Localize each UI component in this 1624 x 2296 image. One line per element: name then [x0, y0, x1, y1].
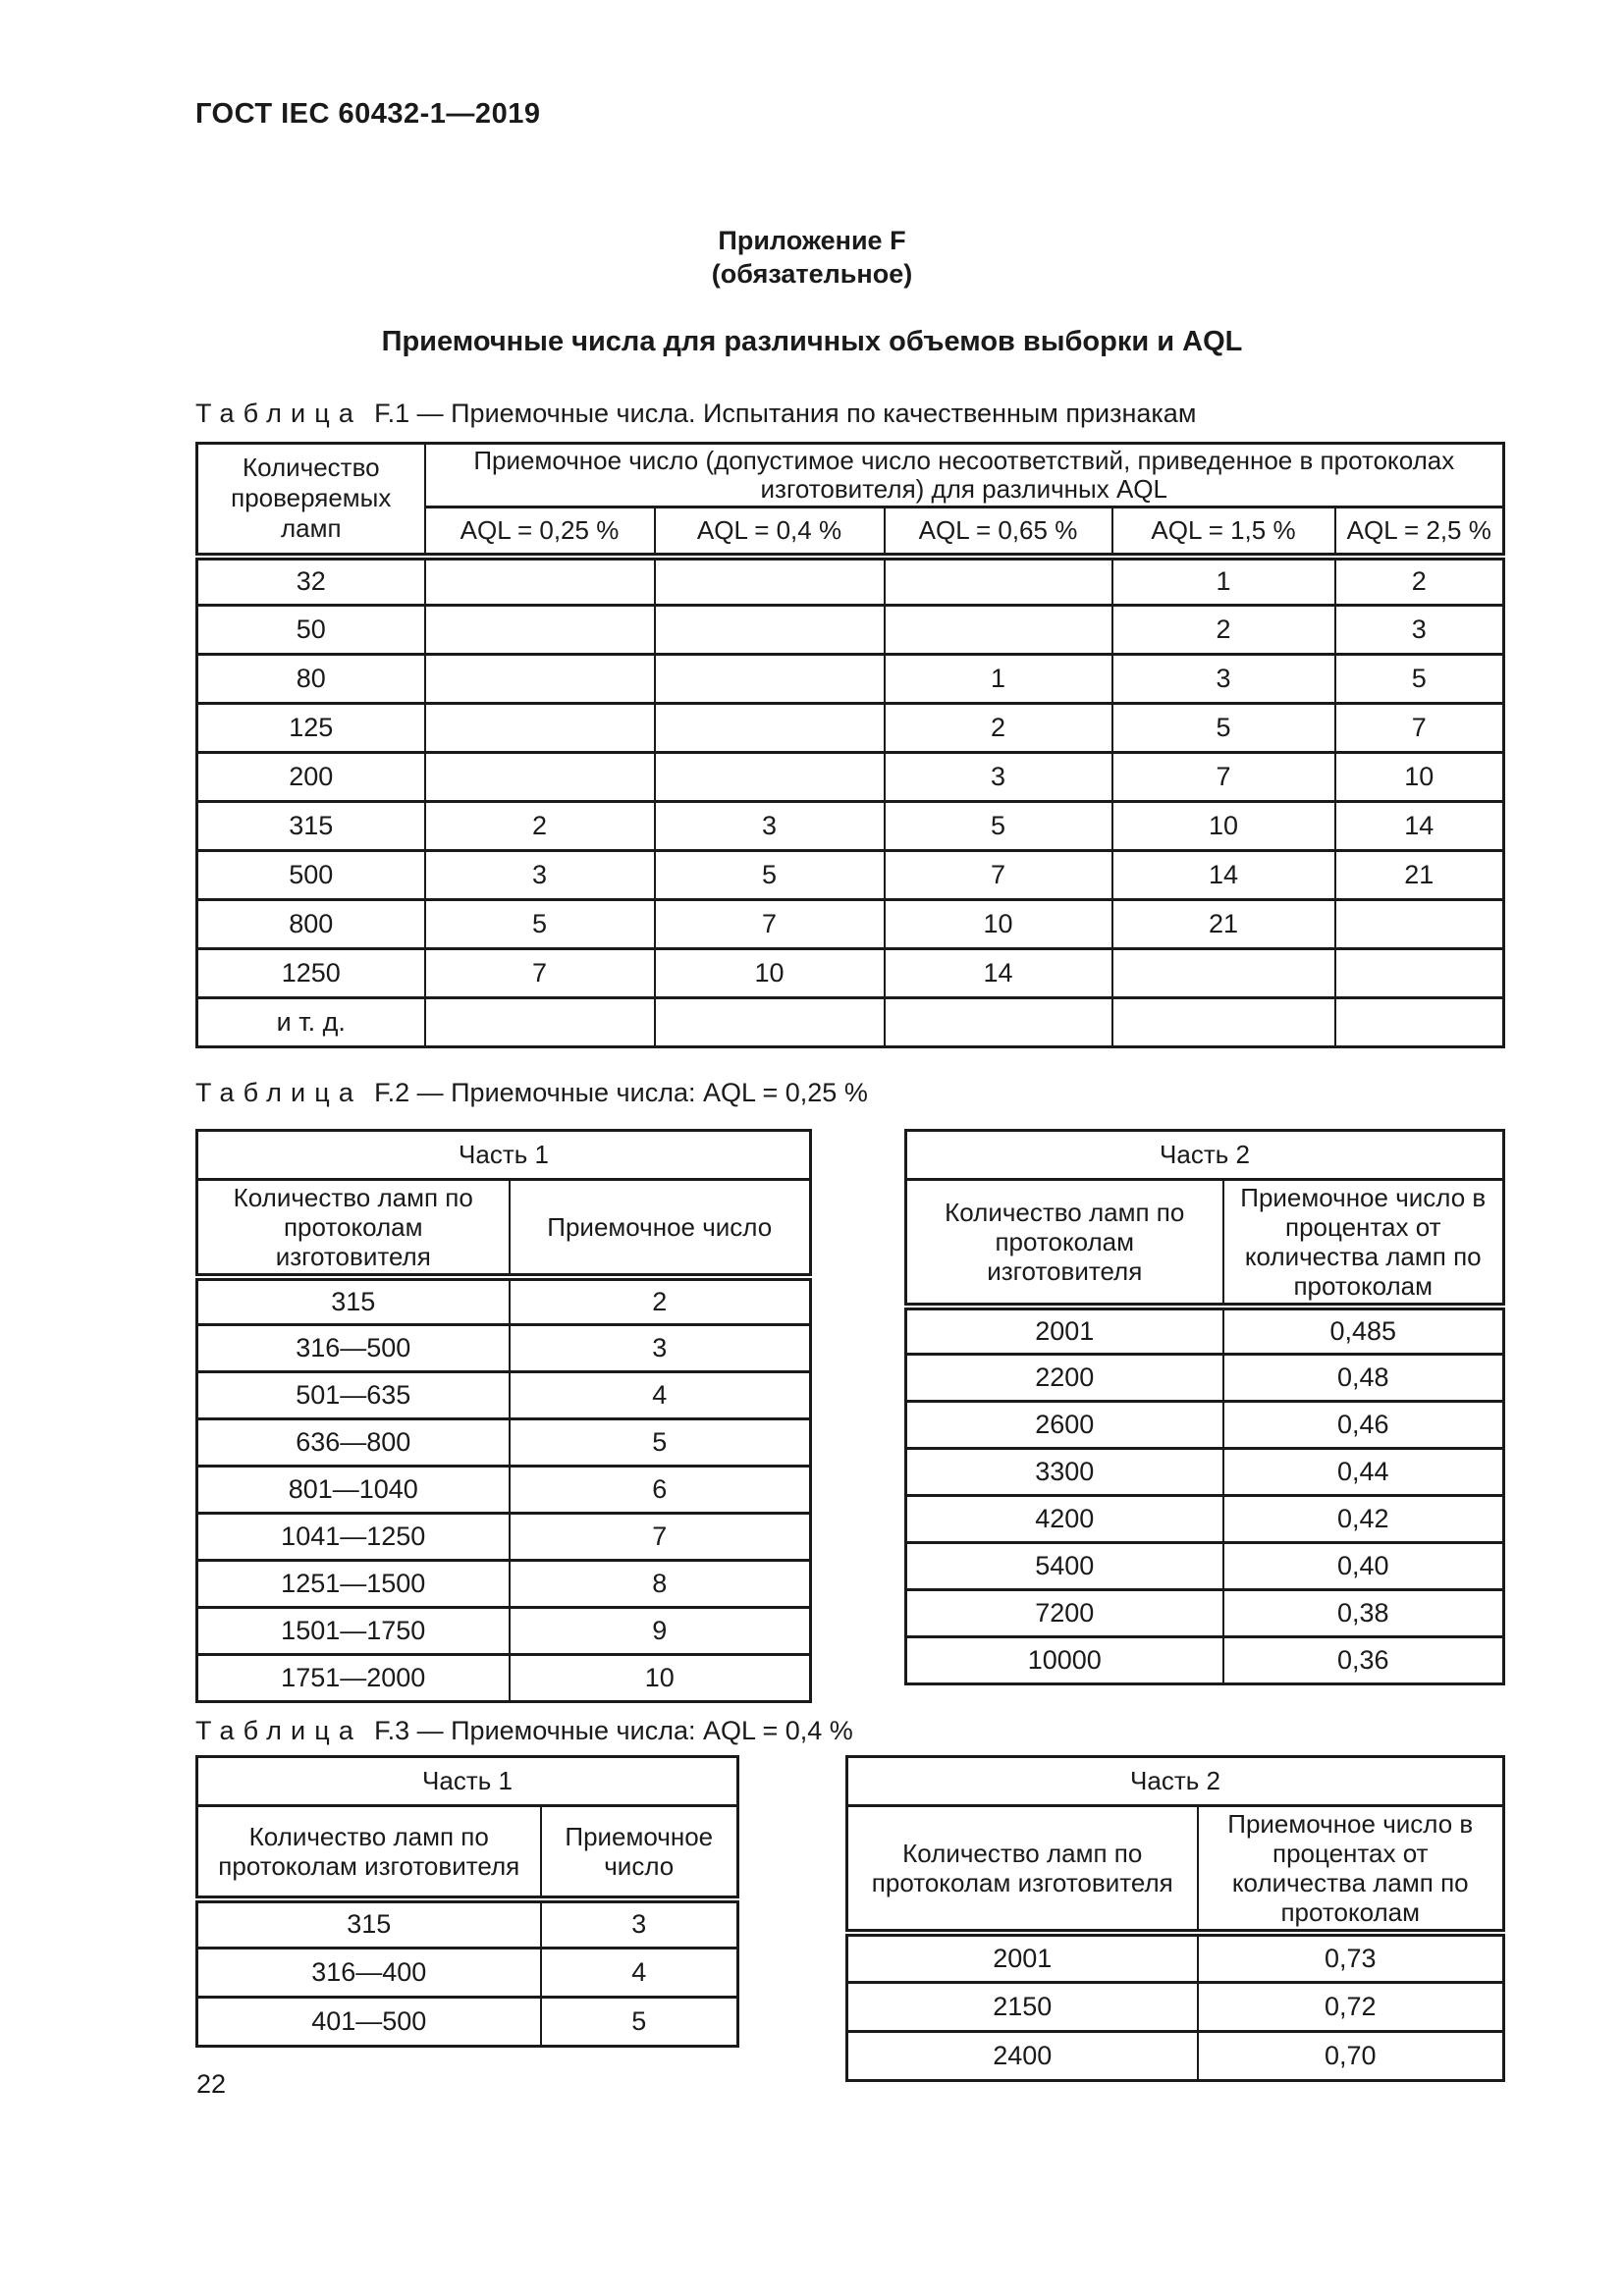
table-cell: 3 — [1112, 655, 1335, 704]
column-header-lamp-quantity: Количество ламп по протоколам изготовителя — [197, 1180, 510, 1278]
table-cell — [1335, 900, 1504, 949]
table-cell: 80 — [197, 655, 425, 704]
table-cell — [425, 557, 655, 606]
table-cell — [1112, 998, 1335, 1047]
table-cell: 2150 — [847, 1982, 1198, 2031]
table-cell: 2001 — [906, 1307, 1223, 1354]
column-header-row — [906, 1180, 1504, 1308]
table-cell: 0,46 — [1223, 1401, 1504, 1448]
table-row — [906, 1354, 1504, 1401]
table-cell: 7 — [885, 851, 1112, 900]
table-cell — [655, 606, 885, 655]
table-cell: 0,42 — [1223, 1495, 1504, 1542]
column-header-acceptance-percent: Приемочное число в процентах от количества ламп по протоколам — [1223, 1180, 1504, 1308]
table-cell: 0,70 — [1198, 2031, 1504, 2080]
table-row — [197, 704, 1504, 753]
table-cell: 8 — [510, 1560, 811, 1607]
column-header-row — [197, 1180, 811, 1278]
table-cell: 10 — [510, 1654, 811, 1701]
table-cell: 9 — [510, 1607, 811, 1654]
table-row — [847, 1982, 1504, 2031]
table-cell: 7 — [1112, 753, 1335, 802]
table-cell: 3 — [510, 1324, 811, 1371]
table-cell: 316—400 — [197, 1949, 541, 1998]
table-cell: 2 — [1112, 606, 1335, 655]
table-cell: 2 — [885, 704, 1112, 753]
table-cell: 0,40 — [1223, 1542, 1504, 1589]
table-cell — [1335, 949, 1504, 998]
table-cell: 5 — [541, 1998, 738, 2047]
column-header-acceptance-number: Приемочное число — [510, 1180, 811, 1278]
table-cell: 3 — [885, 753, 1112, 802]
table-cell: 801—1040 — [197, 1466, 510, 1513]
table-row — [906, 1448, 1504, 1495]
table-row — [197, 1607, 811, 1654]
table-cell: 10 — [1112, 802, 1335, 851]
table-row — [906, 1307, 1504, 1354]
table-cell: 5 — [425, 900, 655, 949]
table-row — [197, 655, 1504, 704]
part-title: Часть 1 — [197, 1131, 811, 1180]
part-title-row — [906, 1131, 1504, 1180]
table-row — [197, 1324, 811, 1371]
table-f3-caption — [195, 1716, 853, 1746]
table-cell: 3 — [425, 851, 655, 900]
table-cell: 3 — [655, 802, 885, 851]
table-cell: 7200 — [906, 1589, 1223, 1636]
table-cell: 0,44 — [1223, 1448, 1504, 1495]
table-f1-caption — [195, 399, 1196, 429]
part-title: Часть 2 — [906, 1131, 1504, 1180]
table-cell: 10000 — [906, 1636, 1223, 1683]
table-cell: 10 — [655, 949, 885, 998]
table-cell: 5 — [1112, 704, 1335, 753]
part-title-row — [197, 1131, 811, 1180]
column-header-lamp-quantity: Количество ламп по протоколам изготовителя — [847, 1806, 1198, 1934]
table-cell: 1751—2000 — [197, 1654, 510, 1701]
table-cell: 0,36 — [1223, 1636, 1504, 1683]
table-f1 — [195, 442, 1505, 1048]
table-row — [197, 1418, 811, 1466]
column-header-lamp-quantity: Количество ламп по протоколам изготовителя — [906, 1180, 1223, 1308]
table-cell — [425, 606, 655, 655]
table-cell: 500 — [197, 851, 425, 900]
caption-word: Таблица — [195, 399, 363, 428]
table-cell: 3 — [541, 1899, 738, 1949]
table-row — [906, 1542, 1504, 1589]
table-cell: 4200 — [906, 1495, 1223, 1542]
column-header-aql-25: AQL = 2,5 % — [1335, 507, 1504, 557]
table-cell: 2200 — [906, 1354, 1223, 1401]
table-cell — [655, 655, 885, 704]
table-cell: 7 — [655, 900, 885, 949]
table-cell — [655, 753, 885, 802]
page-title: Приемочные числа для различных объемов выборки и AQL — [381, 326, 1243, 357]
table-cell — [1335, 998, 1504, 1047]
table-cell: 21 — [1335, 851, 1504, 900]
table-cell — [1112, 949, 1335, 998]
table-f3-part2 — [845, 1755, 1505, 2082]
table-cell: 50 — [197, 606, 425, 655]
table-cell: 3300 — [906, 1448, 1223, 1495]
table-cell — [425, 753, 655, 802]
table-row — [197, 900, 1504, 949]
caption-text: F.2 — Приемочные числа: AQL = 0,25 % — [374, 1078, 868, 1107]
column-header-lamp-quantity: Количество проверяемых ламп — [197, 444, 425, 557]
table-row — [197, 1513, 811, 1560]
table-cell: 14 — [1335, 802, 1504, 851]
table-f2-caption — [195, 1078, 868, 1108]
table-row — [906, 1589, 1504, 1636]
table-cell — [425, 655, 655, 704]
table-row — [197, 1899, 738, 1949]
table-cell: 2600 — [906, 1401, 1223, 1448]
table-cell: 315 — [197, 1899, 541, 1949]
caption-word: Таблица — [195, 1078, 363, 1107]
table-cell: 315 — [197, 1277, 510, 1324]
table-cell: 14 — [1112, 851, 1335, 900]
table-cell: 1041—1250 — [197, 1513, 510, 1560]
column-header-aql-025: AQL = 0,25 % — [425, 507, 655, 557]
table-cell: и т. д. — [197, 998, 425, 1047]
table-cell: 4 — [510, 1371, 811, 1418]
column-group-header: Приемочное число (допустимое число несоответствий, приведенное в протоколах изготовителя) для различных AQL — [425, 444, 1504, 507]
table-cell: 10 — [1335, 753, 1504, 802]
table-row — [197, 1949, 738, 1998]
table-row — [906, 1401, 1504, 1448]
table-cell — [885, 557, 1112, 606]
table-cell: 21 — [1112, 900, 1335, 949]
table-cell: 501—635 — [197, 1371, 510, 1418]
table-cell: 0,72 — [1198, 1982, 1504, 2031]
table-cell: 0,73 — [1198, 1933, 1504, 1982]
column-header-acceptance-number: Приемочное число — [541, 1806, 738, 1899]
table-cell: 2400 — [847, 2031, 1198, 2080]
table-f1-header-row-1 — [197, 444, 1504, 507]
table-cell: 800 — [197, 900, 425, 949]
part-title-row — [197, 1757, 738, 1806]
table-cell — [425, 704, 655, 753]
table-row — [197, 1560, 811, 1607]
document-code: ГОСТ IEC 60432-1—2019 — [195, 98, 541, 130]
table-cell: 3 — [1335, 606, 1504, 655]
table-cell: 7 — [510, 1513, 811, 1560]
table-f3-part1 — [195, 1755, 739, 2048]
table-cell: 401—500 — [197, 1998, 541, 2047]
caption-text: F.1 — Приемочные числа. Испытания по качественным признакам — [374, 399, 1197, 428]
table-row — [197, 998, 1504, 1047]
table-cell: 32 — [197, 557, 425, 606]
table-row — [197, 1466, 811, 1513]
part-title-row — [847, 1757, 1504, 1806]
table-cell: 2001 — [847, 1933, 1198, 1982]
table-row — [197, 851, 1504, 900]
table-cell: 5 — [885, 802, 1112, 851]
table-cell: 0,38 — [1223, 1589, 1504, 1636]
column-header-aql-15: AQL = 1,5 % — [1112, 507, 1335, 557]
table-cell — [655, 998, 885, 1047]
annex-subtitle: (обязательное) — [711, 259, 913, 289]
table-row — [197, 753, 1504, 802]
table-cell: 10 — [885, 900, 1112, 949]
table-row — [906, 1495, 1504, 1542]
caption-word: Таблица — [195, 1716, 363, 1745]
table-cell: 316—500 — [197, 1324, 510, 1371]
column-header-aql-04: AQL = 0,4 % — [655, 507, 885, 557]
table-cell: 5400 — [906, 1542, 1223, 1589]
table-cell: 0,48 — [1223, 1354, 1504, 1401]
table-row — [847, 2031, 1504, 2080]
table-cell: 7 — [425, 949, 655, 998]
table-row — [197, 1654, 811, 1701]
table-cell: 1501—1750 — [197, 1607, 510, 1654]
table-cell: 5 — [510, 1418, 811, 1466]
table-cell: 0,485 — [1223, 1307, 1504, 1354]
table-row — [197, 1371, 811, 1418]
column-header-row — [847, 1806, 1504, 1934]
table-f2-part2 — [904, 1129, 1505, 1685]
column-header-aql-065: AQL = 0,65 % — [885, 507, 1112, 557]
table-cell: 1 — [885, 655, 1112, 704]
table-cell: 7 — [1335, 704, 1504, 753]
table-cell: 2 — [510, 1277, 811, 1324]
table-cell: 14 — [885, 949, 1112, 998]
table-cell: 6 — [510, 1466, 811, 1513]
table-row — [197, 949, 1504, 998]
table-cell — [655, 557, 885, 606]
table-cell — [425, 998, 655, 1047]
table-cell — [885, 606, 1112, 655]
part-title: Часть 1 — [197, 1757, 738, 1806]
page-number: 22 — [196, 2069, 227, 2099]
table-cell: 200 — [197, 753, 425, 802]
column-header-acceptance-percent: Приемочное число в процентах от количества ламп по протоколам — [1198, 1806, 1504, 1934]
table-row — [197, 1277, 811, 1324]
table-cell: 4 — [541, 1949, 738, 1998]
table-cell: 636—800 — [197, 1418, 510, 1466]
table-cell: 315 — [197, 802, 425, 851]
table-row — [197, 1998, 738, 2047]
annex-title: Приложение F — [718, 226, 906, 255]
table-row — [197, 802, 1504, 851]
table-cell: 5 — [655, 851, 885, 900]
table-cell — [885, 998, 1112, 1047]
table-f2-part1 — [195, 1129, 812, 1703]
table-row — [197, 606, 1504, 655]
caption-text: F.3 — Приемочные числа: AQL = 0,4 % — [374, 1716, 853, 1745]
column-header-row — [197, 1806, 738, 1899]
table-cell: 1 — [1112, 557, 1335, 606]
table-cell: 1251—1500 — [197, 1560, 510, 1607]
part-title: Часть 2 — [847, 1757, 1504, 1806]
table-cell: 1250 — [197, 949, 425, 998]
table-cell: 5 — [1335, 655, 1504, 704]
table-row — [847, 1933, 1504, 1982]
column-header-lamp-quantity: Количество ламп по протоколам изготовителя — [197, 1806, 541, 1899]
table-cell: 2 — [425, 802, 655, 851]
table-row — [906, 1636, 1504, 1683]
table-cell — [655, 704, 885, 753]
table-cell: 125 — [197, 704, 425, 753]
table-row — [197, 557, 1504, 606]
table-cell: 2 — [1335, 557, 1504, 606]
